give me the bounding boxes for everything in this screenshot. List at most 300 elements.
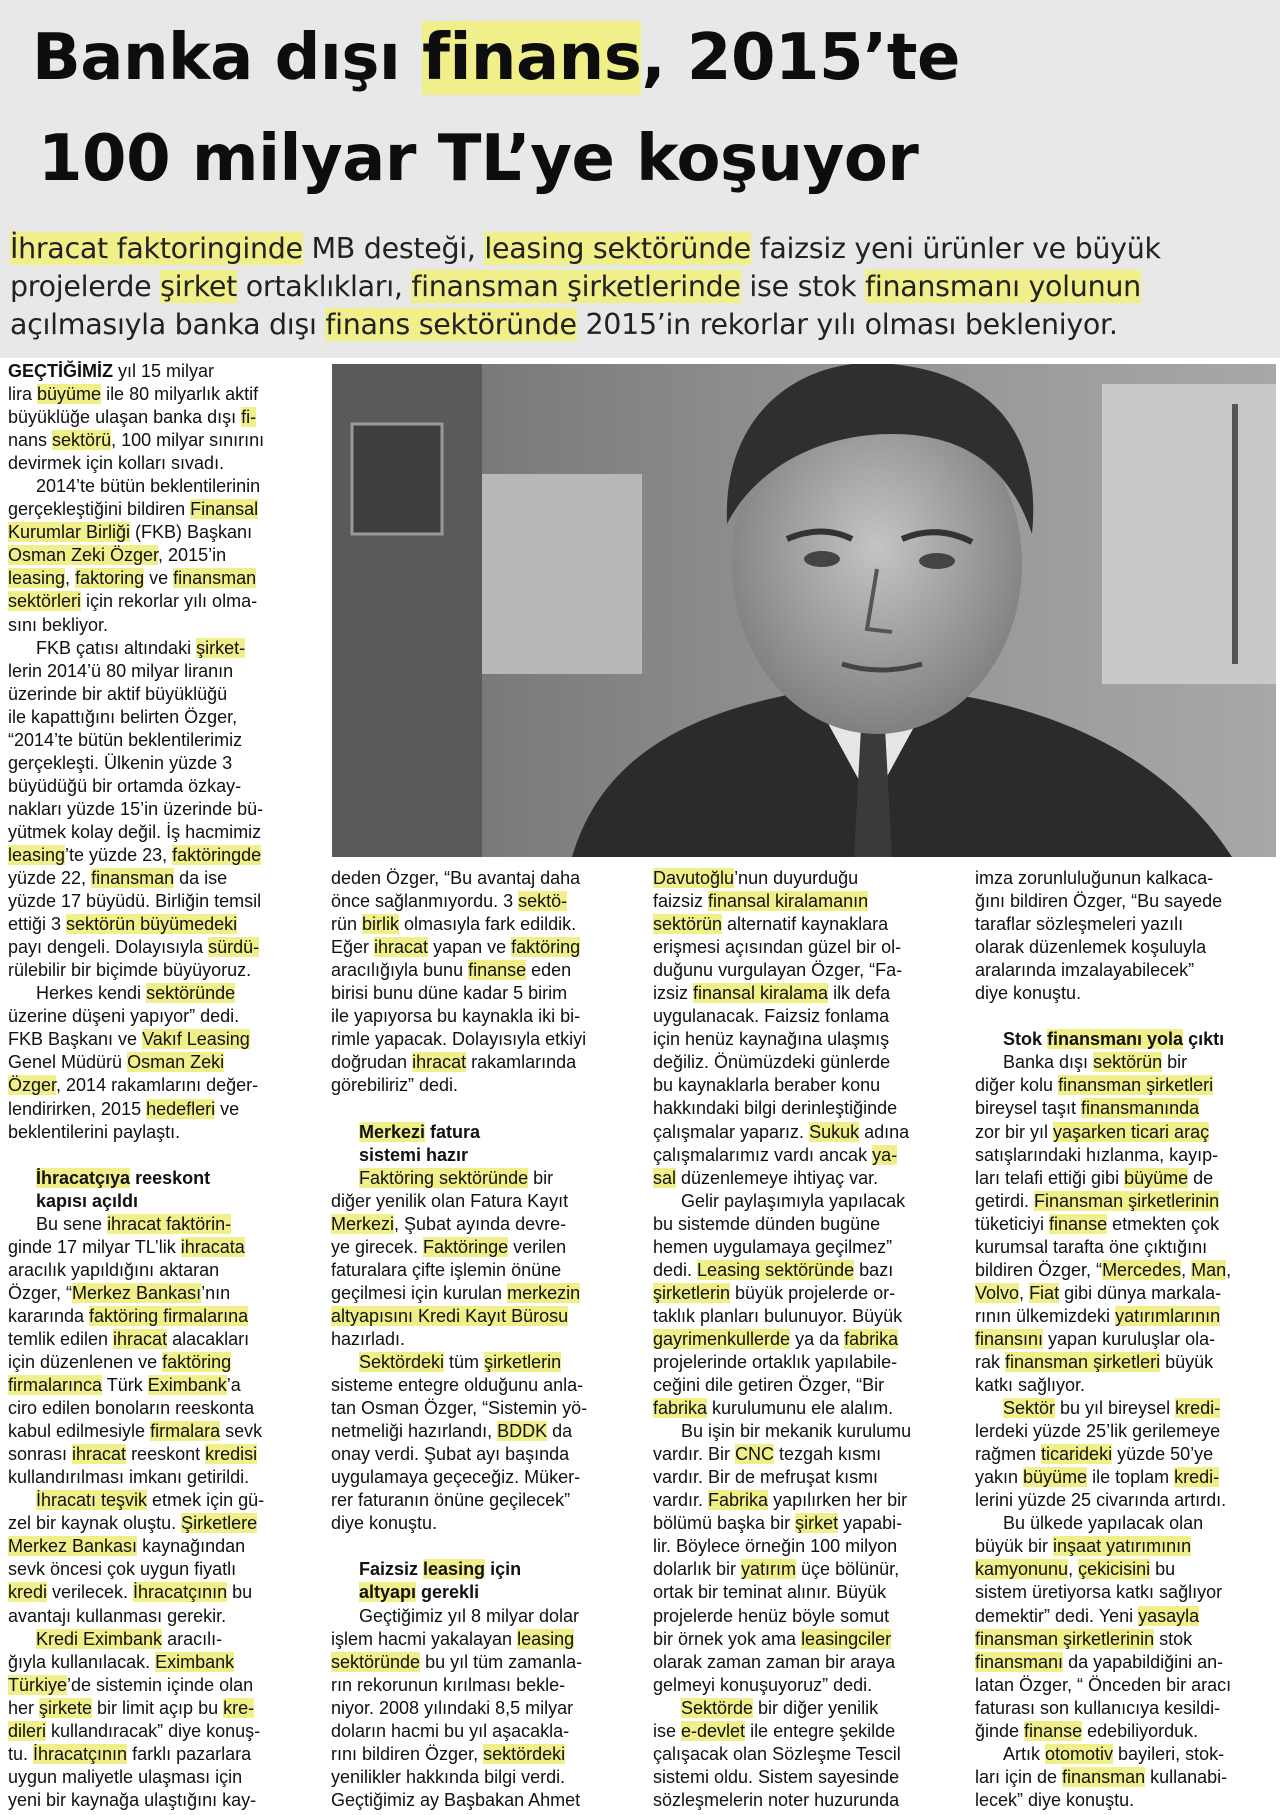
highlighted-term: sektörün büyümedeki xyxy=(66,914,238,935)
body-text: avantajı kullanması gerekir. xyxy=(8,1605,227,1626)
text-line xyxy=(653,1512,971,1535)
text-line xyxy=(8,1074,326,1097)
text-line xyxy=(331,982,649,1005)
body-text: yıl 15 milyar xyxy=(113,361,215,381)
body-text: ları telafi ettiği gibi xyxy=(975,1167,1125,1188)
body-text: ğinde xyxy=(975,1720,1025,1741)
highlighted-term: Fabrika xyxy=(708,1490,769,1511)
body-text: yapılırken her bir xyxy=(768,1490,908,1511)
text-line xyxy=(975,1420,1275,1443)
text-line xyxy=(975,1466,1275,1489)
body-text: olarak zaman zaman bir araya xyxy=(653,1651,896,1672)
highlighted-term: sektöründe xyxy=(146,983,236,1004)
text-line xyxy=(653,1720,971,1743)
body-text: olmasıyla fark edildik. xyxy=(399,914,577,935)
highlighted-term: leasing xyxy=(8,844,66,865)
body-text: için düzenlenen ve xyxy=(8,1352,163,1373)
body-text: büyük projelerde or- xyxy=(730,1282,896,1303)
headline-line-1 xyxy=(14,8,1274,109)
text-line xyxy=(331,1628,649,1651)
text-line xyxy=(653,959,971,982)
highlighted-term: inşaat yatırımının xyxy=(1053,1536,1192,1557)
highlighted-term: dileri xyxy=(8,1720,47,1741)
text-line xyxy=(653,1074,971,1097)
text-line xyxy=(653,1051,971,1074)
body-text: devirmek için kolları sıvadı. xyxy=(8,453,225,474)
spacer xyxy=(975,1005,1275,1028)
highlighted-term: birlik xyxy=(362,914,400,935)
headline-line-2: 100 milyar TL’ye koşuyor xyxy=(38,122,919,197)
text-line xyxy=(8,590,326,613)
text-line xyxy=(653,1121,971,1144)
highlighted-term: Kurumlar Birliği xyxy=(8,522,131,543)
text-line xyxy=(331,1789,649,1812)
body-text: rını bildiren Özger, xyxy=(331,1743,484,1764)
body-text: tezgah kısmı xyxy=(774,1444,882,1465)
body-text: ile toplam xyxy=(1087,1467,1175,1488)
body-text: kabul edilmesiyle xyxy=(8,1421,151,1442)
body-text: yapan ve xyxy=(428,937,512,958)
text-line xyxy=(8,1605,326,1628)
text-line xyxy=(8,821,326,844)
highlighted-term: finansman şirketlerinde xyxy=(411,270,741,303)
body-text: kurulumunu ele alalım. xyxy=(707,1398,894,1419)
text-line xyxy=(8,1121,326,1144)
text-line xyxy=(975,1674,1275,1697)
body-text: rülebilir bir biçimde büyüyoruz. xyxy=(8,960,252,981)
body-text: bireysel taşıt xyxy=(975,1098,1082,1119)
body-text: sevk xyxy=(220,1421,263,1442)
text-line xyxy=(653,1651,971,1674)
body-text: zor bir yıl xyxy=(975,1121,1054,1142)
body-text: uygulanacak. Faizsiz fonlama xyxy=(653,1006,890,1027)
body-text: sisteme entegre olduğunu anla- xyxy=(331,1375,584,1396)
text-line xyxy=(331,1558,649,1581)
highlighted-term: finansmanında xyxy=(1081,1098,1200,1119)
body-text: çalışmalar yaparız. xyxy=(653,1121,810,1142)
text-line xyxy=(8,1535,326,1558)
text-line xyxy=(975,1028,1275,1051)
body-text: netmeliği hazırlandı, xyxy=(331,1421,498,1442)
highlighted-term: CNC xyxy=(735,1444,775,1465)
paragraph xyxy=(8,475,326,636)
body-text: bu yıl bireysel xyxy=(1055,1398,1176,1419)
paragraph xyxy=(975,867,1275,1005)
lead-text: MB desteği, xyxy=(302,232,485,265)
body-text: yakın xyxy=(975,1467,1024,1488)
body-text: bir diğer yenilik xyxy=(753,1697,879,1718)
body-text: ’nun duyurduğu xyxy=(734,868,859,888)
body-text: ları için de xyxy=(975,1766,1063,1787)
body-text: Bu işin bir mekanik kurulumu xyxy=(681,1421,912,1442)
highlighted-term: leasingciler xyxy=(801,1628,892,1649)
text-line xyxy=(975,1628,1275,1651)
body-text: Genel Müdürü xyxy=(8,1052,128,1073)
highlighted-term: yatırımlarının xyxy=(1115,1305,1221,1326)
text-line xyxy=(8,913,326,936)
highlighted-term: kre- xyxy=(223,1697,255,1718)
body-text: , xyxy=(1019,1282,1030,1303)
body-text: GEÇTİĞİMİZ xyxy=(8,361,113,381)
subheading xyxy=(331,1121,649,1167)
body-text: ginde 17 milyar TL’lik xyxy=(8,1236,181,1257)
text-line xyxy=(653,1535,971,1558)
text-line xyxy=(653,1674,971,1697)
body-text: Özger, “ xyxy=(8,1282,73,1303)
body-text: diğer yenilik olan Fatura Kayıt xyxy=(331,1190,569,1211)
body-text: gibi dünya markala- xyxy=(1059,1282,1222,1303)
highlighted-term: İhracatçının xyxy=(133,1582,228,1603)
headline-text: , 2015’te xyxy=(641,21,960,95)
highlighted-term: faktöring xyxy=(162,1352,232,1373)
highlighted-term: fabrika xyxy=(653,1398,708,1419)
body-text: bazı xyxy=(854,1259,894,1280)
lead-text: 2015’in rekorlar yılı olması bekleniyor. xyxy=(576,308,1118,341)
body-text: beklentilerini paylaştı. xyxy=(8,1121,181,1142)
body-text: rün xyxy=(331,914,363,935)
headline-highlight: finans xyxy=(422,21,642,95)
body-text: yüzde 50’ye xyxy=(1112,1444,1214,1465)
body-text: ye girecek. xyxy=(331,1236,424,1257)
text-line xyxy=(653,1466,971,1489)
highlighted-term: Finansman şirketlerinin xyxy=(1034,1190,1220,1211)
highlighted-term: fi- xyxy=(241,407,257,428)
highlighted-term: otomotiv xyxy=(1045,1743,1114,1764)
highlighted-term: şirketlerin xyxy=(484,1351,562,1372)
body-text: gerekli xyxy=(416,1582,480,1603)
text-line xyxy=(8,1420,326,1443)
text-line xyxy=(8,475,326,498)
body-text: deden Özger, “Bu avantaj daha xyxy=(331,868,581,888)
highlighted-term: büyüme xyxy=(1124,1167,1189,1188)
body-text: diğer kolu xyxy=(975,1075,1059,1096)
highlighted-term: sektöründe xyxy=(331,1651,421,1672)
text-line xyxy=(8,1489,326,1512)
lead-text: açılmasıyla banka dışı xyxy=(10,308,326,341)
paragraph xyxy=(975,1512,1275,1742)
paragraph xyxy=(8,1628,326,1812)
text-line xyxy=(975,1720,1275,1743)
paragraph xyxy=(8,1213,326,1490)
text-line xyxy=(975,1005,1275,1028)
text-line xyxy=(331,1282,649,1305)
text-line xyxy=(8,775,326,798)
paragraph xyxy=(975,1051,1275,1397)
text-line xyxy=(331,1651,649,1674)
text-line xyxy=(653,1558,971,1581)
body-text: niyor. 2008 yılındaki 8,5 milyar xyxy=(331,1697,574,1718)
body-text: payı dengeli. Dolayısıyla xyxy=(8,937,209,958)
body-text: faizsiz xyxy=(653,891,709,912)
body-text: çalışacak olan Sözleşme Tescil xyxy=(653,1743,901,1764)
body-text: lir. Böylece örneğin 100 milyon xyxy=(653,1536,898,1557)
body-text: büyük bir xyxy=(975,1536,1054,1557)
body-text: büyük xyxy=(1160,1351,1214,1372)
headline xyxy=(14,8,1274,210)
text-line xyxy=(653,1605,971,1628)
text-line xyxy=(975,1144,1275,1167)
text-line xyxy=(331,936,649,959)
paragraph xyxy=(331,867,649,1097)
text-line xyxy=(975,1351,1275,1374)
body-text: rakamlarında xyxy=(466,1052,577,1073)
text-line xyxy=(8,844,326,867)
body-text: rağmen xyxy=(975,1444,1042,1465)
article-column-4 xyxy=(975,867,1275,1812)
body-text: projelerinde ortaklık yapılabile- xyxy=(653,1351,898,1372)
text-line xyxy=(975,1097,1275,1120)
text-line xyxy=(331,1512,649,1535)
text-line xyxy=(331,1605,649,1628)
body-text: gerçekleştiğini bildiren xyxy=(8,499,191,520)
body-text: lerini yüzde 25 civarında artırdı. xyxy=(975,1490,1227,1511)
lead-text: faizsiz yeni ürünler ve büyük projelerde xyxy=(10,232,1161,303)
text-line xyxy=(653,1420,971,1443)
body-text: için xyxy=(485,1559,522,1580)
body-text: Geçtiğimiz yıl 8 milyar dolar xyxy=(359,1605,580,1626)
body-text: bir xyxy=(1162,1052,1188,1073)
text-line xyxy=(8,706,326,729)
text-line xyxy=(975,1190,1275,1213)
body-text: bu kaynaklarla beraber konu xyxy=(653,1075,881,1096)
text-line xyxy=(331,1005,649,1028)
body-text: etmek için gü- xyxy=(147,1490,265,1511)
text-line xyxy=(8,1766,326,1789)
highlighted-term: yatırım xyxy=(741,1559,797,1580)
body-text: üzerinde bir aktif büyüklüğü xyxy=(8,683,228,704)
body-text: duğunu vurgulayan Özger, “Fa- xyxy=(653,960,903,981)
body-text: projelerde henüz böyle somut xyxy=(653,1605,890,1626)
text-line xyxy=(8,567,326,590)
headline-text: Banka dışı xyxy=(32,21,423,95)
paragraph xyxy=(331,1605,649,1812)
body-text: görebiliriz” dedi. xyxy=(331,1075,459,1096)
body-text: yüzde 17 büyüdü. Birliğin temsil xyxy=(8,891,262,912)
text-line xyxy=(8,521,326,544)
highlighted-term: ihracat xyxy=(113,1328,168,1349)
text-line xyxy=(8,1098,326,1121)
text-line xyxy=(8,959,326,982)
text-line xyxy=(8,1282,326,1305)
paragraph xyxy=(8,637,326,983)
highlighted-term: şirketlerin xyxy=(653,1282,731,1303)
text-line xyxy=(8,1674,326,1697)
text-line xyxy=(975,1328,1275,1351)
highlighted-term: Faktöringe xyxy=(423,1236,509,1257)
body-text: bildiren Özger, “ xyxy=(975,1259,1103,1280)
body-text: edebiliyorduk. xyxy=(1082,1720,1199,1741)
body-text: Bu ülkede yapılacak olan xyxy=(1003,1513,1204,1534)
text-line xyxy=(8,1190,326,1213)
text-line xyxy=(331,1720,649,1743)
body-text: fatura xyxy=(425,1121,481,1142)
text-line xyxy=(653,867,971,890)
body-text: “2014’te bütün beklentilerimiz xyxy=(8,729,243,750)
text-line xyxy=(8,1167,326,1190)
body-text: bu yıl tüm zamanla- xyxy=(420,1651,583,1672)
text-line xyxy=(8,1466,326,1489)
body-text: ğını bildiren Özger, “Bu sayede xyxy=(975,891,1223,912)
body-text: rının ülkemizdeki xyxy=(975,1305,1116,1326)
text-line xyxy=(8,683,326,706)
body-text: , 100 milyar sınırını xyxy=(111,430,265,451)
text-line xyxy=(8,406,326,429)
body-text: ’nın xyxy=(201,1282,231,1303)
text-line xyxy=(331,1766,649,1789)
highlighted-term: fabrika xyxy=(844,1328,899,1349)
body-text: hakkındaki bilgi derinleştiğinde xyxy=(653,1098,898,1119)
text-line xyxy=(8,1328,326,1351)
text-line xyxy=(975,1489,1275,1512)
body-text: rak xyxy=(975,1351,1006,1372)
text-line xyxy=(975,1167,1275,1190)
highlighted-term: Türkiye xyxy=(8,1674,68,1695)
text-line xyxy=(653,1628,971,1651)
body-text: kullandırılması imkanı getirildi. xyxy=(8,1467,250,1488)
body-text: Stok xyxy=(1003,1029,1048,1050)
highlighted-term: finansman xyxy=(1062,1766,1146,1787)
body-text: de xyxy=(1188,1167,1214,1188)
body-text: gerçekleşti. Ülkenin yüzde 3 xyxy=(8,752,233,773)
highlighted-term: Merkez Bankası xyxy=(72,1282,202,1303)
body-text: (FKB) Başkanı xyxy=(130,522,253,543)
text-line xyxy=(331,1674,649,1697)
body-text: Herkes kendi xyxy=(36,983,147,1004)
paragraph xyxy=(331,1167,649,1351)
body-text: yüzde 22, xyxy=(8,868,92,889)
body-text: ya da xyxy=(790,1328,845,1349)
highlighted-term: çekicisini xyxy=(1078,1559,1151,1580)
body-text: reeskont xyxy=(130,1167,211,1188)
text-line xyxy=(653,1328,971,1351)
highlighted-term: Mercedes xyxy=(1102,1259,1182,1280)
body-text: sistem üretiyorsa katkı sağlıyor xyxy=(975,1582,1223,1603)
text-line xyxy=(653,1236,971,1259)
body-text: da yapabildiğini an- xyxy=(1063,1651,1224,1672)
highlighted-term: hedefleri xyxy=(146,1098,216,1119)
body-text: eden xyxy=(526,960,572,981)
text-line xyxy=(975,1581,1275,1604)
highlighted-term: finansmanı xyxy=(975,1651,1064,1672)
text-line xyxy=(331,1374,649,1397)
text-line xyxy=(975,890,1275,913)
text-line xyxy=(653,1213,971,1236)
body-text: uygun maliyetle ulaşması için xyxy=(8,1766,243,1787)
portrait-image xyxy=(332,364,1276,857)
text-line xyxy=(8,1028,326,1051)
body-text: ğıyla kullanılacak. xyxy=(8,1651,156,1672)
text-line xyxy=(975,1074,1275,1097)
text-line xyxy=(8,867,326,890)
highlighted-term: yaşarken ticari araç xyxy=(1053,1121,1210,1142)
body-text: yapan kuruluşlar ola- xyxy=(1043,1328,1216,1349)
highlighted-term: Merkezi xyxy=(331,1213,395,1234)
body-text: hazırladı. xyxy=(331,1328,406,1349)
body-text: lendirirken, 2015 xyxy=(8,1098,147,1119)
body-text: imza zorunluluğunun kalkaca- xyxy=(975,868,1214,888)
text-line xyxy=(653,1190,971,1213)
body-text: , xyxy=(1181,1259,1192,1280)
body-text: faturalara çifte işlemin önüne xyxy=(331,1259,562,1280)
highlighted-term: firmalarınca xyxy=(8,1375,103,1396)
text-line xyxy=(975,1512,1275,1535)
text-line xyxy=(975,1743,1275,1766)
text-line xyxy=(331,1236,649,1259)
body-text: ceğini dile getiren Özger, “Bir xyxy=(653,1375,885,1396)
text-line xyxy=(331,1144,649,1167)
text-line xyxy=(8,1720,326,1743)
text-line xyxy=(331,1466,649,1489)
body-text: çalışmalarımız vardı ancak xyxy=(653,1144,873,1165)
highlighted-term: finanse xyxy=(468,960,527,981)
highlighted-term: sektörün xyxy=(1093,1052,1163,1073)
article-column-2 xyxy=(331,867,649,1812)
highlighted-term: ihracata xyxy=(180,1236,245,1257)
body-text: ortak bir teminat alınır. Büyük xyxy=(653,1582,887,1603)
body-text: katkı sağlıyor. xyxy=(975,1375,1086,1396)
body-text: etmekten çok xyxy=(1107,1213,1220,1234)
text-line xyxy=(653,1305,971,1328)
body-text: demektir” dedi. Yeni xyxy=(975,1605,1139,1626)
highlighted-term: finansmanı yola xyxy=(1047,1029,1184,1050)
body-text: çıktı xyxy=(1183,1029,1225,1050)
highlighted-term: Merkezi xyxy=(359,1121,426,1142)
paragraph xyxy=(8,360,326,475)
spacer xyxy=(331,1097,649,1120)
highlighted-term: sektörün xyxy=(653,914,723,935)
text-line xyxy=(653,1282,971,1305)
text-line xyxy=(8,1397,326,1420)
highlighted-term: sektördeki xyxy=(483,1743,566,1764)
text-line xyxy=(8,729,326,752)
text-line xyxy=(653,1489,971,1512)
text-line xyxy=(653,1097,971,1120)
body-text: ve xyxy=(215,1098,240,1119)
highlighted-term: sektö- xyxy=(518,891,568,912)
portrait-photo xyxy=(332,364,1276,857)
text-line xyxy=(8,1697,326,1720)
highlighted-term: Sektör xyxy=(1003,1398,1056,1419)
subheading xyxy=(975,1028,1275,1051)
text-line xyxy=(8,982,326,1005)
text-line xyxy=(331,890,649,913)
text-line xyxy=(975,1397,1275,1420)
text-line xyxy=(331,1051,649,1074)
body-text: vardır. Bir xyxy=(653,1444,736,1465)
highlighted-term: Kredi Eximbank xyxy=(36,1628,163,1649)
highlighted-term: sektörü xyxy=(52,430,112,451)
highlighted-term: finansal kiralama xyxy=(693,983,829,1004)
body-text: Bu sene xyxy=(36,1213,108,1234)
text-line xyxy=(8,452,326,475)
body-text: ile entegre şekilde xyxy=(745,1720,896,1741)
text-line xyxy=(975,1121,1275,1144)
highlighted-term: faktöring xyxy=(511,937,581,958)
highlighted-term: ihracat xyxy=(412,1052,467,1073)
body-text: rimle yapacak. Dolayısıyla etkiyi xyxy=(331,1029,587,1050)
highlighted-term: altyapısını Kredi Kayıt Bürosu xyxy=(331,1305,569,1326)
highlighted-term: finansman şirketleri xyxy=(1005,1351,1161,1372)
text-line xyxy=(975,1697,1275,1720)
body-text: birisi bunu düne kadar 5 birim xyxy=(331,983,568,1004)
highlighted-term: BDDK xyxy=(497,1421,548,1442)
text-line xyxy=(331,1420,649,1443)
text-line xyxy=(331,1581,649,1604)
text-line xyxy=(8,1443,326,1466)
body-text: lecek” diye konuştu. xyxy=(975,1789,1135,1810)
body-text: Geçtiğimiz ay Başbakan Ahmet xyxy=(331,1789,581,1810)
body-text: Gelir paylaşımıyla yapılacak xyxy=(681,1190,906,1211)
